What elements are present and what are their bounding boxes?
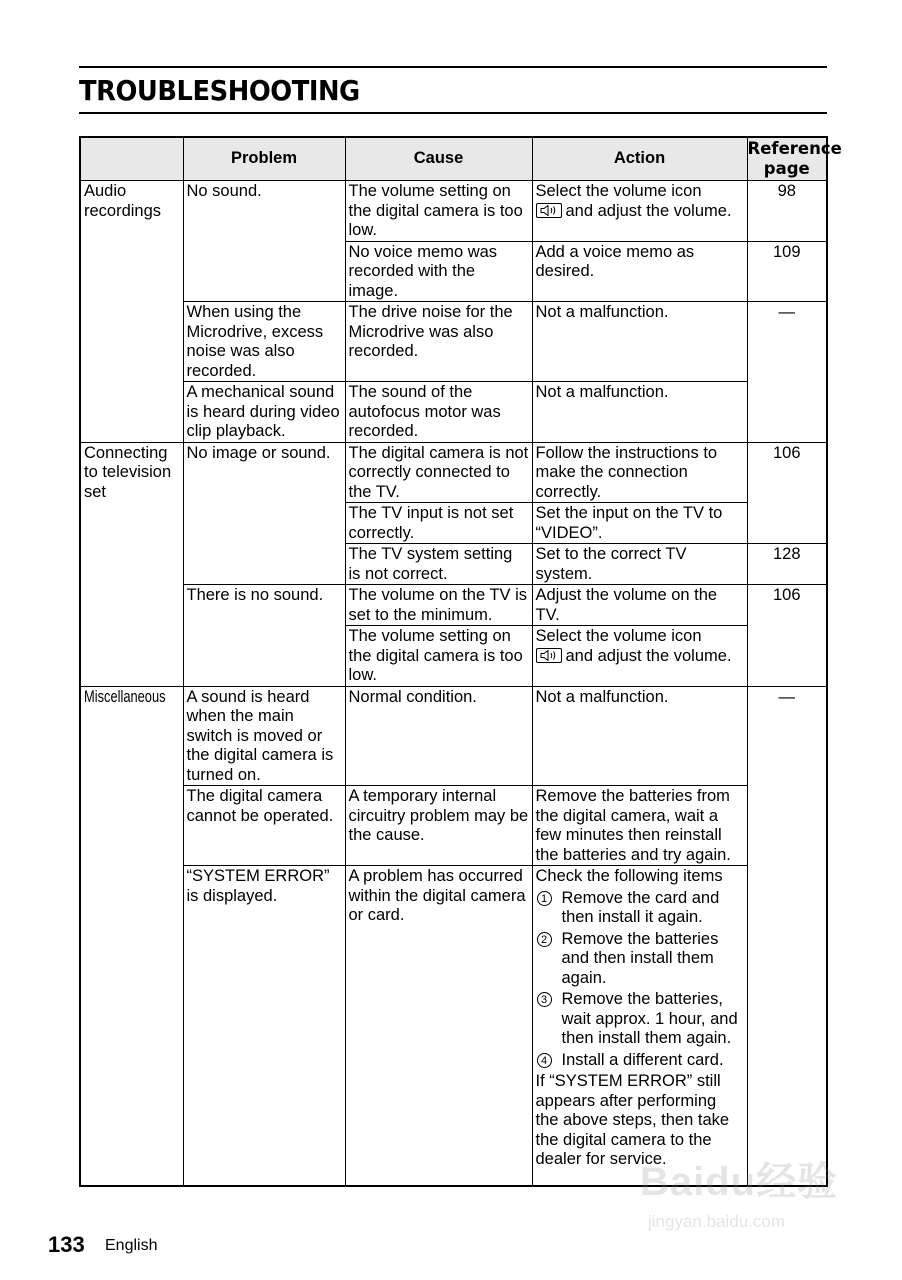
- action-cell: Not a malfunction.: [532, 382, 747, 443]
- problem-cell: No image or sound.: [183, 442, 345, 585]
- problem-cell: A mechanical sound is heard during video clip playback.: [183, 382, 345, 443]
- top-rule: [79, 66, 827, 68]
- step-number: 4: [537, 1053, 552, 1068]
- action-cell: [532, 181, 747, 242]
- cause-cell: The volume on the TV is set to the minimum.: [345, 585, 532, 626]
- table-header-row: [80, 137, 827, 181]
- header-problem: Problem: [183, 137, 345, 181]
- category-tv: Connecting to television set: [80, 442, 183, 686]
- cause-cell: The digital camera is not correctly connected to the TV.: [345, 442, 532, 503]
- category-audio: Audio recordings: [80, 181, 183, 443]
- header-action: Action: [532, 137, 747, 181]
- action-text: and adjust the volume.: [565, 201, 732, 220]
- action-cell: [532, 626, 747, 687]
- reference-cell: —: [747, 302, 827, 443]
- header-cause: Cause: [345, 137, 532, 181]
- list-item: [536, 889, 744, 928]
- page-number: 133: [48, 1232, 85, 1257]
- header-category: [80, 137, 183, 181]
- table-row: [80, 442, 827, 503]
- step-text: Remove the batteries and then install them again.: [561, 929, 719, 987]
- title-rule: [79, 112, 827, 114]
- action-text: and adjust the volume.: [565, 646, 732, 665]
- action-cell: Set to the correct TV system.: [532, 544, 747, 585]
- volume-icon: [536, 648, 562, 663]
- reference-cell: 109: [747, 241, 827, 302]
- problem-cell: A sound is heard when the main switch is moved or the digital camera is turned on.: [183, 686, 345, 786]
- action-text: Select the volume icon: [535, 182, 702, 200]
- list-item: [536, 990, 744, 1049]
- watermark-url: jingyan.baidu.com: [648, 1212, 786, 1231]
- action-text: Select the volume icon: [535, 627, 702, 645]
- action-cell: Not a malfunction.: [532, 302, 747, 382]
- cause-cell: The sound of the autofocus motor was recorded.: [345, 382, 532, 443]
- problem-cell: There is no sound.: [183, 585, 345, 687]
- action-intro: Check the following items: [535, 867, 723, 885]
- table-row: [80, 786, 827, 866]
- action-cell: Set the input on the TV to “VIDEO”.: [532, 503, 747, 544]
- cause-cell: The TV system setting is not correct.: [345, 544, 532, 585]
- problem-cell: The digital camera cannot be operated.: [183, 786, 345, 866]
- table-row: [80, 181, 827, 242]
- table-row: [80, 382, 827, 443]
- cause-cell: A problem has occurred within the digital camera or card.: [345, 866, 532, 1187]
- problem-cell: When using the Microdrive, excess noise was also recorded.: [183, 302, 345, 382]
- reference-cell: 128: [747, 544, 827, 585]
- problem-cell: “SYSTEM ERROR” is displayed.: [183, 866, 345, 1187]
- step-number: 1: [537, 891, 552, 906]
- table-row: [80, 686, 827, 786]
- step-text: Install a different card.: [561, 1050, 724, 1069]
- action-cell: Not a malfunction.: [532, 686, 747, 786]
- reference-cell: 106: [747, 585, 827, 687]
- cause-cell: A temporary internal circuitry problem may be the cause.: [345, 786, 532, 866]
- step-number: 3: [537, 992, 552, 1007]
- page-title: TROUBLESHOOTING: [79, 74, 360, 107]
- table-row: [80, 866, 827, 1187]
- table-row: [80, 585, 827, 626]
- action-cell: Follow the instructions to make the connection correctly.: [532, 442, 747, 503]
- problem-cell: No sound.: [183, 181, 345, 302]
- header-reference: Reference page: [747, 137, 827, 181]
- reference-cell: —: [747, 686, 827, 1186]
- step-number: 2: [537, 932, 552, 947]
- action-cell: [532, 866, 747, 1187]
- watermark: [640, 1150, 850, 1245]
- action-cell: Adjust the volume on the TV.: [532, 585, 747, 626]
- cause-cell: No voice memo was recorded with the image.: [345, 241, 532, 302]
- action-cell: Add a voice memo as desired.: [532, 241, 747, 302]
- list-item: [536, 1051, 744, 1071]
- cause-cell: The volume setting on the digital camera is too low.: [345, 626, 532, 687]
- page-language: English: [105, 1237, 158, 1254]
- steps-list: [536, 889, 744, 1071]
- category-misc-label: Miscellaneous: [84, 687, 166, 706]
- table-row: [80, 302, 827, 382]
- cause-cell: The drive noise for the Microdrive was also recorded.: [345, 302, 532, 382]
- action-outro: If “SYSTEM ERROR” still appears after performing the above steps, then take the digital camera to the dealer for service.: [535, 1072, 730, 1168]
- volume-icon: [536, 203, 562, 218]
- category-misc: [80, 686, 183, 1186]
- step-text: Remove the batteries, wait approx. 1 hour, and then install them again.: [561, 990, 738, 1047]
- cause-cell: The TV input is not set correctly.: [345, 503, 532, 544]
- cause-cell: Normal condition.: [345, 686, 532, 786]
- cause-cell: The volume setting on the digital camera is too low.: [345, 181, 532, 242]
- watermark-logo-text: Baidu经验: [640, 1160, 839, 1204]
- troubleshooting-table: [79, 136, 842, 1187]
- list-item: [536, 930, 744, 989]
- step-text: Remove the card and then install it again.: [561, 888, 720, 926]
- reference-cell: 106: [747, 442, 827, 544]
- reference-cell: 98: [747, 181, 827, 242]
- action-cell: Remove the batteries from the digital camera, wait a few minutes then reinstall the batteries and try again.: [532, 786, 747, 866]
